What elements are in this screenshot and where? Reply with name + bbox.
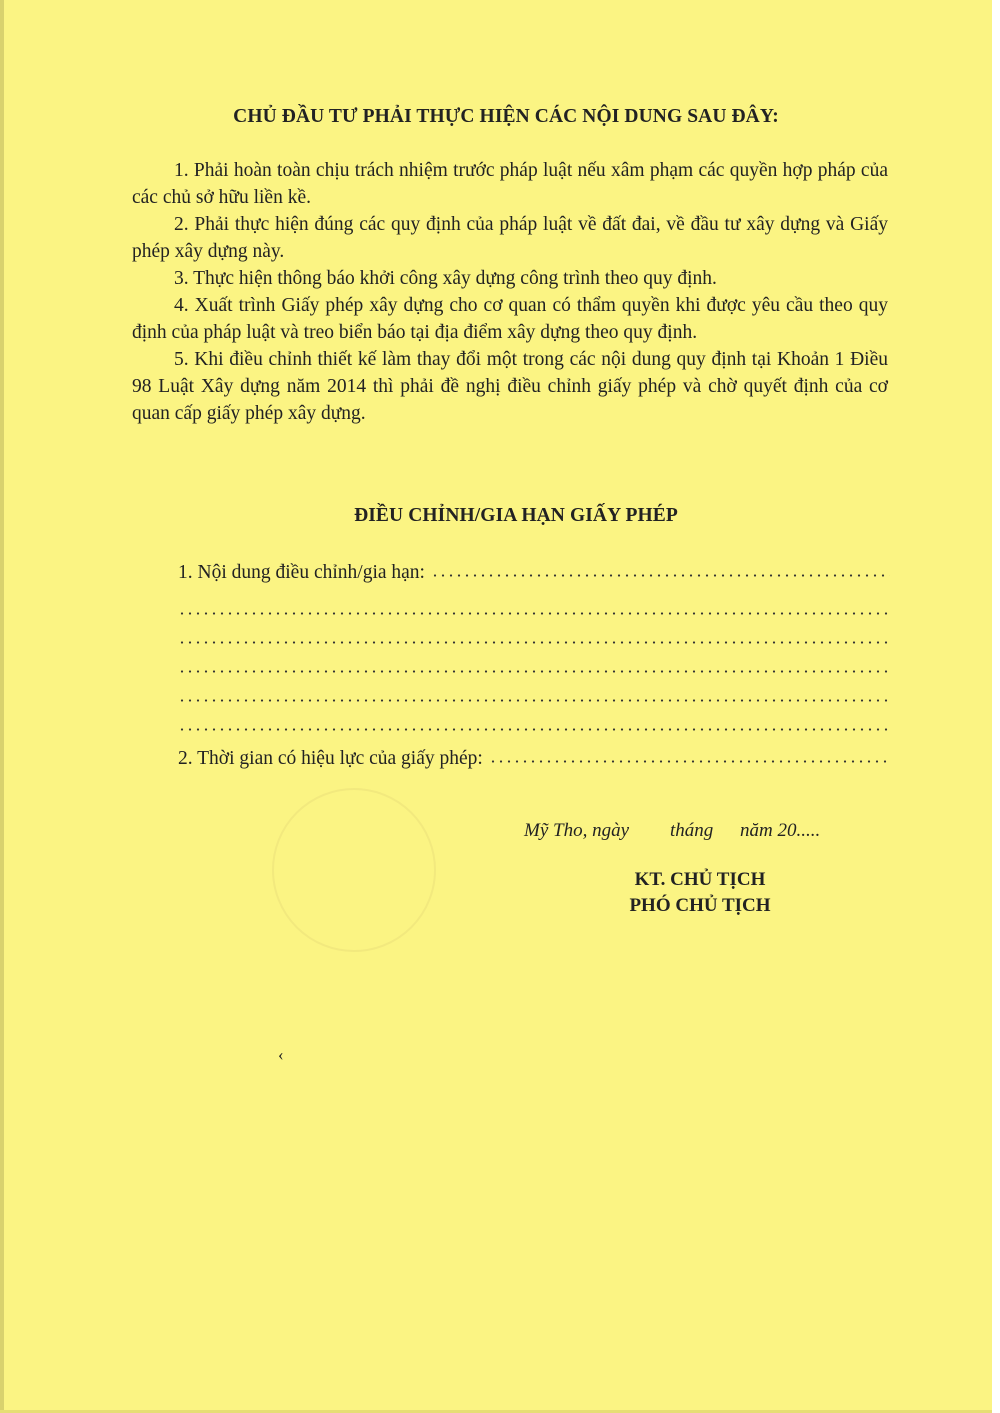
dotted-fill-line: [489, 759, 890, 764]
dotted-fill-line: [178, 611, 890, 616]
adjustment-heading: ĐIỀU CHỈNH/GIA HẠN GIẤY PHÉP: [354, 505, 678, 526]
adjustment-content-field: [178, 558, 890, 732]
validity-label: 2. Thời gian có hiệu lực của giấy phép:: [178, 748, 483, 769]
date-year: năm 20.....: [740, 820, 821, 841]
adjustment-content-label: 1. Nội dung điều chỉnh/gia hạn:: [178, 562, 425, 583]
obligation-item-3: 3. Thực hiện thông báo khởi công xây dựng công trình theo quy định.: [174, 268, 717, 289]
signature-title-2: PHÓ CHỦ TỊCH: [629, 895, 771, 916]
validity-line: [178, 744, 890, 773]
dotted-fill-line: [178, 727, 890, 732]
margin-mark: ‹: [278, 1045, 284, 1064]
date-month: tháng: [670, 820, 714, 841]
dotted-fill-line: [178, 698, 890, 703]
scan-edge-left: [0, 0, 4, 1413]
adjustment-content-line: [178, 558, 890, 587]
signature-title-1: KT. CHỦ TỊCH: [634, 869, 766, 890]
obligations-heading: CHỦ ĐẦU TƯ PHẢI THỰC HIỆN CÁC NỘI DUNG SAU ĐÂY:: [233, 106, 779, 127]
obligations-list: [132, 157, 888, 427]
obligation-item-4: 4. Xuất trình Giấy phép xây dựng cho cơ quan có thẩm quyền khi được yêu cầu theo quy định của pháp luật và treo biển báo tại địa điểm xây dựng theo quy định.: [132, 295, 888, 343]
dotted-fill-line: [178, 669, 890, 674]
validity-field: [178, 744, 890, 773]
obligation-item-2: 2. Phải thực hiện đúng các quy định của pháp luật về đất đai, về đầu tư xây dựng và Giấy phép xây dựng này.: [132, 214, 888, 262]
dotted-fill-line: [178, 640, 890, 645]
obligation-item-1: 1. Phải hoàn toàn chịu trách nhiệm trước pháp luật nếu xâm phạm các quyền hợp pháp của các chủ sở hữu liền kề.: [132, 160, 888, 208]
date-place-day: Mỹ Tho, ngày: [524, 820, 630, 841]
dotted-fill-line: [431, 573, 890, 578]
faint-stamp-bleedthrough: [272, 788, 436, 952]
obligation-item-5: 5. Khi điều chỉnh thiết kế làm thay đổi một trong các nội dung quy định tại Khoản 1 Điều 98 Luật Xây dựng năm 2014 thì phải đề nghị điều chỉnh giấy phép và chờ quyết định của cơ quan cấp giấy phép xây dựng.: [132, 349, 888, 424]
date-line: [524, 820, 820, 842]
